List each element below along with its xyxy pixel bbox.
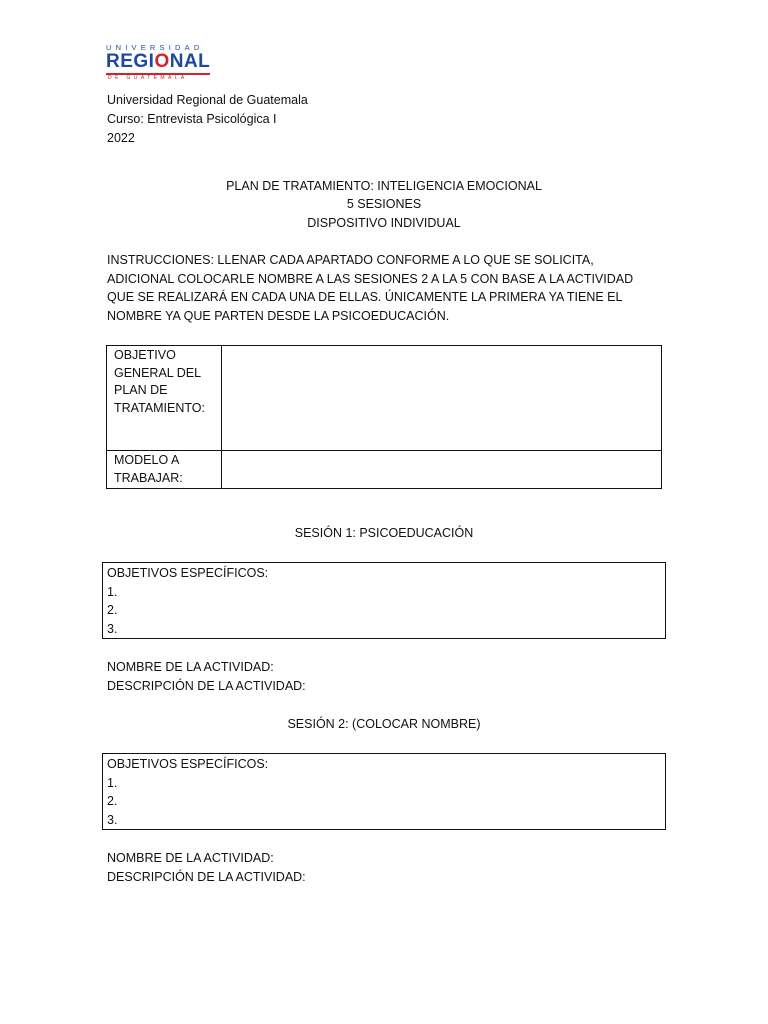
doc-title-line1: PLAN DE TRATAMIENTO: INTELIGENCIA EMOCIONAL [226, 179, 542, 193]
doc-title-line3: DISPOSITIVO INDIVIDUAL [307, 216, 461, 230]
objective-item: 2. [107, 794, 118, 809]
doc-title-line2: 5 SESIONES [346, 197, 422, 211]
session-2-activity-desc-label: DESCRIPCIÓN DE LA ACTIVIDAD: [107, 870, 306, 884]
objective-label-cell [107, 346, 222, 451]
objectives-label: OBJETIVOS ESPECÍFICOS: [107, 566, 269, 580]
plan-general-table [106, 345, 662, 489]
header-year: 2022 [107, 131, 135, 145]
logo-main-word-a: REGI [106, 51, 155, 72]
objective-label-line: PLAN DE [114, 383, 168, 397]
model-label-line: MODELO A [114, 453, 180, 467]
logo-main-word-b: NAL [169, 51, 211, 72]
objective-item: 2. [107, 603, 118, 618]
logo-bottom-word: DE GUATEMALA [108, 75, 188, 81]
objectives-label: OBJETIVOS ESPECÍFICOS: [107, 757, 269, 771]
session-2-title: SESIÓN 2: (COLOCAR NOMBRE) [287, 717, 481, 731]
header-course: Curso: Entrevista Psicológica I [107, 112, 277, 126]
objective-label-line: OBJETIVO [114, 348, 176, 362]
session-1-objectives-box[interactable] [102, 562, 666, 639]
objective-item: 1. [107, 584, 118, 599]
objective-item: 1. [107, 775, 118, 790]
header-university: Universidad Regional de Guatemala [107, 93, 308, 107]
university-logo [106, 44, 210, 80]
objective-item: 3. [107, 812, 118, 827]
model-label-cell [107, 451, 222, 489]
session-1-title: SESIÓN 1: PSICOEDUCACIÓN [294, 526, 474, 540]
model-label-line: TRABAJAR: [114, 470, 183, 485]
logo-o-mark: O [154, 51, 170, 72]
objective-label-line: TRATAMIENTO: [114, 400, 205, 415]
logo-top-word: UNIVERSIDAD [106, 43, 204, 52]
session-2-objectives-box[interactable] [102, 753, 666, 830]
logo-main-word [106, 52, 210, 72]
session-1-activity-name-label: NOMBRE DE LA ACTIVIDAD: [107, 660, 274, 674]
objective-item: 3. [107, 621, 118, 636]
objective-value-cell[interactable] [222, 346, 662, 451]
session-1-activity-desc-label: DESCRIPCIÓN DE LA ACTIVIDAD: [107, 679, 306, 693]
model-value-cell[interactable] [222, 451, 662, 489]
instructions-paragraph: INSTRUCCIONES: LLENAR CADA APARTADO CONFORME A LO QUE SE SOLICITA, ADICIONAL COLOCARLE NOMBRE A LAS SESIONES 2 A LA 5 CON BASE A LA ACTIVIDAD QUE SE REALIZARÁ EN CADA UNA DE ELLAS. ÚNICAMENTE LA PRIMERA YA TIENE EL NOMBRE YA QUE PARTEN DESDE LA PSICOEDUCACIÓN. [107, 253, 634, 323]
objective-label-line: GENERAL DEL [114, 365, 202, 380]
session-2-activity-name-label: NOMBRE DE LA ACTIVIDAD: [107, 851, 274, 865]
